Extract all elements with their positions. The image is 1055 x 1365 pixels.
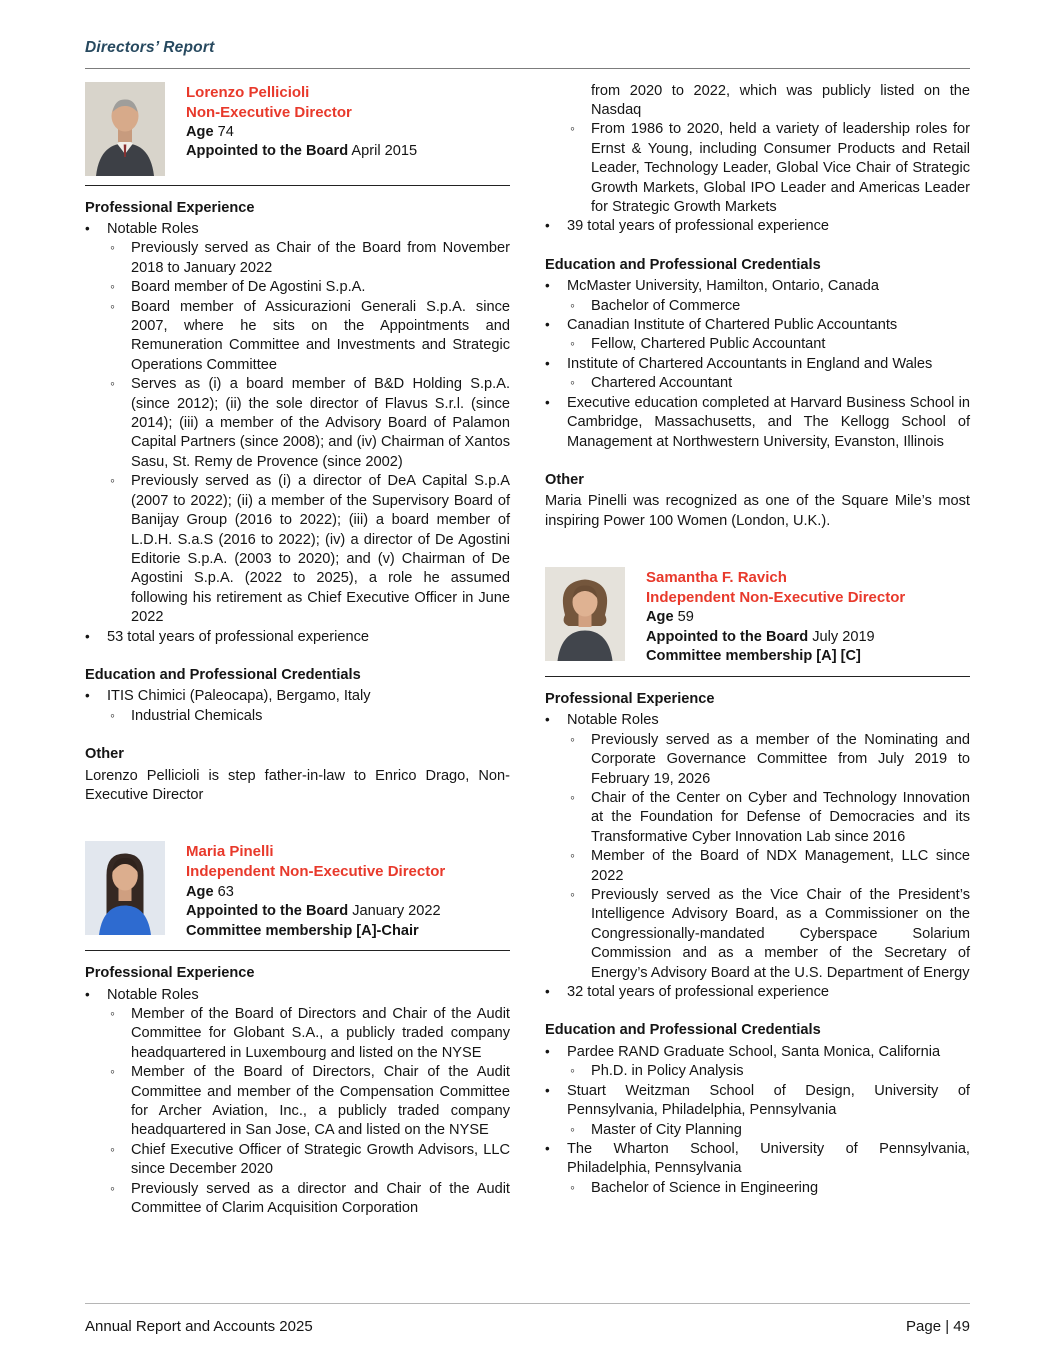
column-right bbox=[545, 82, 970, 1219]
age-value: 74 bbox=[217, 123, 234, 140]
item-text: Board member of De Agostini S.p.A. bbox=[131, 279, 366, 296]
appointed-line bbox=[646, 628, 905, 648]
section-heading-professional-experience: Professional Experience bbox=[85, 965, 255, 982]
other-paragraph: Lorenzo Pellicioli is step father-in-law to Enrico Drago, Non-Executive Director bbox=[85, 767, 510, 803]
sub-bullet-item bbox=[85, 1180, 510, 1219]
bullet-marker: • bbox=[545, 1082, 550, 1098]
item-text: Ph.D. in Policy Analysis bbox=[591, 1063, 744, 1080]
age-line bbox=[186, 883, 445, 903]
item-text: Chartered Accountant bbox=[591, 375, 733, 392]
profile-divider bbox=[545, 676, 970, 677]
sub-bullet-marker: ◦ bbox=[570, 336, 575, 352]
item-text: Bachelor of Commerce bbox=[591, 297, 741, 314]
item-text: Executive education completed at Harvard Business School in Cambridge, Massachusetts, and The Kellogg School of Management at Northwestern University, Evanston, Illinois bbox=[567, 394, 970, 450]
report-title: Directors’ Report bbox=[85, 39, 215, 56]
item-text: Previously served as (i) a director of DeA Capital S.p.A (2007 to 2022); (ii) a member of the Supervisory Board of Banijay Group (2016 to 2022); (iii) a board member of L.D.H. S.a.S (2016 to 2022); (iv) a director of De Agostini Editorie S.p.A. (2003 to 2020); and (v) Chairman of De Agostini S.p.A. (2022 to 2025), a role he assumed following his retirement as Chief Executive Officer in June 2022 bbox=[131, 473, 510, 626]
section-heading-professional-experience: Professional Experience bbox=[545, 690, 715, 707]
sub-bullet-marker: ◦ bbox=[110, 707, 115, 723]
profile-divider bbox=[85, 950, 510, 951]
age-label: Age bbox=[186, 123, 214, 140]
item-text: Canadian Institute of Chartered Public Accountants bbox=[567, 317, 898, 334]
person-silhouette-icon bbox=[85, 841, 165, 935]
item-text: Member of the Board of NDX Management, LLC since 2022 bbox=[591, 848, 970, 884]
age-value: 59 bbox=[677, 609, 694, 626]
bullet-item bbox=[85, 628, 510, 647]
continuation-text: from 2020 to 2022, which was publicly listed on the Nasdaq bbox=[591, 82, 970, 119]
bullet-marker: • bbox=[85, 628, 90, 644]
sub-bullet-item bbox=[85, 1005, 510, 1063]
item-text: Member of the Board of Directors, Chair of the Audit Committee and member of the Compensation Committee for Archer Aviation, Inc., a publicly traded company headquartered in San Jose, CA and listed on the NYSE bbox=[131, 1064, 510, 1139]
bullet-marker: • bbox=[545, 278, 550, 294]
sub-bullet-item bbox=[85, 472, 510, 627]
item-text: 32 total years of professional experience bbox=[567, 984, 830, 1001]
item-text: Serves as (i) a board member of B&D Holding S.p.A. (since 2012); (ii) the sole director of Flavus S.r.l. (since 2014); (iii) a member of the Advisory Board of Palamon Capital Partners (since 2008); and (iv) Chairman of Xantos Sasu, St. Remy de Provence (since 2002) bbox=[131, 376, 510, 470]
profile-divider bbox=[85, 185, 510, 186]
sub-bullet-marker: ◦ bbox=[110, 1141, 115, 1157]
item-text: Previously served as Chair of the Board from November 2018 to January 2022 bbox=[131, 240, 510, 276]
sub-bullet-marker: ◦ bbox=[570, 790, 575, 805]
item-text: Chair of the Center on Cyber and Technology Innovation at the Foundation for Defense of Democracies and its Transformative Cyber Innovation Lab since 2016 bbox=[591, 790, 970, 845]
bullet-item bbox=[545, 1140, 970, 1179]
sub-bullet-marker: ◦ bbox=[110, 1180, 115, 1196]
bullet-item bbox=[545, 1082, 970, 1121]
column-left bbox=[85, 82, 510, 1219]
sub-bullet-marker: ◦ bbox=[570, 1063, 575, 1079]
age-line bbox=[186, 123, 417, 143]
bullet-marker: • bbox=[85, 221, 90, 237]
bullet-marker: • bbox=[545, 1043, 550, 1059]
footer-page-number: Page | 49 bbox=[906, 1318, 970, 1336]
appointed-line bbox=[186, 142, 417, 162]
section-heading-education: Education and Professional Credentials bbox=[545, 1022, 821, 1039]
bullet-marker: • bbox=[85, 986, 90, 1002]
committee-membership: Committee membership [A] [C] bbox=[646, 648, 861, 665]
section-heading-professional-experience: Professional Experience bbox=[85, 199, 255, 216]
sub-bullet-item bbox=[545, 1121, 970, 1140]
sub-bullet-marker: ◦ bbox=[110, 240, 115, 256]
item-text: McMaster University, Hamilton, Ontario, Canada bbox=[567, 278, 879, 295]
bullet-marker: • bbox=[545, 712, 550, 728]
director-profile-pellicioli bbox=[85, 82, 510, 176]
sub-bullet-marker: ◦ bbox=[110, 1064, 115, 1080]
item-text: Member of the Board of Directors and Chair of the Audit Committee for Globant S.A., a publicly traded company headquartered in Luxembourg and listed on the NYSE bbox=[131, 1006, 510, 1061]
director-photo-pinelli bbox=[85, 841, 165, 935]
director-name: Samantha F. Ravich bbox=[646, 569, 787, 587]
appointed-label: Appointed to the Board bbox=[186, 143, 349, 160]
sub-bullet-item bbox=[545, 731, 970, 789]
item-text: Master of City Planning bbox=[591, 1121, 742, 1138]
bullet-item bbox=[85, 986, 510, 1005]
bullet-item bbox=[545, 1043, 970, 1062]
bullet-item bbox=[545, 355, 970, 374]
director-role-title: Independent Non-Executive Director bbox=[186, 863, 446, 881]
director-photo-ravich bbox=[545, 567, 625, 661]
appointed-label: Appointed to the Board bbox=[186, 903, 349, 920]
bullet-marker: • bbox=[545, 1140, 550, 1156]
item-text: Previously served as the Vice Chair of the President’s Intelligence Advisory Board, as a Commissioner on the Congressionally-mandated Cyberspace Solarium Commission and as a member of the Secretary of Energy’s Advisory Board at the U.S. Department of Energy bbox=[591, 887, 970, 981]
director-name: Lorenzo Pellicioli bbox=[186, 83, 310, 101]
item-text: Pardee RAND Graduate School, Santa Monica, California bbox=[567, 1043, 941, 1060]
sub-bullet-item bbox=[545, 374, 970, 393]
sub-bullet-marker: ◦ bbox=[570, 731, 575, 747]
appointed-value: April 2015 bbox=[351, 143, 418, 160]
item-text: From 1986 to 2020, held a variety of leadership roles for Ernst & Young, including Consumer Products and Retail Leader, Technology Leader, Global Vice Chair of Strategic Growth Markets, Global IPO Leader and Americas Leader for Strategic Growth Markets bbox=[591, 121, 970, 216]
bullet-item bbox=[545, 217, 970, 236]
age-line bbox=[646, 608, 905, 628]
director-info bbox=[646, 567, 905, 667]
item-text: Notable Roles bbox=[107, 986, 199, 1003]
person-silhouette-icon bbox=[545, 567, 625, 661]
item-text: Industrial Chemicals bbox=[131, 707, 263, 724]
sub-bullet-item bbox=[545, 335, 970, 354]
sub-bullet-item bbox=[85, 239, 510, 278]
item-text: The Wharton School, University of Pennsylvania, Philadelphia, Pennsylvania bbox=[567, 1140, 970, 1177]
item-text: Notable Roles bbox=[107, 221, 199, 238]
director-role-title: Independent Non-Executive Director bbox=[646, 589, 906, 607]
item-text: Fellow, Chartered Public Accountant bbox=[591, 336, 826, 353]
sub-bullet-item bbox=[85, 278, 510, 297]
section-heading-education: Education and Professional Credentials bbox=[85, 666, 361, 683]
sub-bullet-item bbox=[545, 886, 970, 983]
age-value: 63 bbox=[217, 883, 234, 900]
item-text: Chief Executive Officer of Strategic Growth Advisors, LLC since December 2020 bbox=[131, 1141, 510, 1178]
sub-bullet-marker: ◦ bbox=[570, 848, 575, 864]
sub-bullet-marker: ◦ bbox=[570, 887, 575, 903]
director-name: Maria Pinelli bbox=[186, 843, 274, 861]
sub-bullet-marker: ◦ bbox=[110, 473, 115, 489]
two-column-body bbox=[85, 69, 970, 1219]
person-silhouette-icon bbox=[85, 82, 165, 176]
section-heading-other: Other bbox=[85, 746, 124, 763]
item-text: Previously served as a director and Chair of the Audit Committee of Clarim Acquisition Corporation bbox=[131, 1180, 510, 1217]
bullet-marker: • bbox=[545, 394, 550, 410]
director-profile-ravich bbox=[545, 567, 970, 667]
sub-bullet-marker: ◦ bbox=[110, 1006, 115, 1022]
item-text: Notable Roles bbox=[567, 712, 659, 729]
bullet-marker: • bbox=[545, 218, 550, 234]
appointed-value: July 2019 bbox=[812, 628, 875, 645]
item-text: Institute of Chartered Accountants in England and Wales bbox=[567, 355, 933, 372]
sub-bullet-marker: ◦ bbox=[110, 376, 115, 392]
sub-bullet-item bbox=[545, 1179, 970, 1198]
bullet-item bbox=[85, 220, 510, 239]
item-text: 53 total years of professional experience bbox=[107, 628, 370, 645]
footer-report-name: Annual Report and Accounts 2025 bbox=[85, 1318, 313, 1336]
sub-bullet-item bbox=[545, 789, 970, 847]
appointed-label: Appointed to the Board bbox=[646, 628, 809, 645]
bullet-marker: • bbox=[545, 355, 550, 371]
other-paragraph: Maria Pinelli was recognized as one of the Square Mile’s most inspiring Power 100 Women (London, U.K.). bbox=[545, 493, 970, 529]
director-info bbox=[186, 82, 417, 176]
director-role-title: Non-Executive Director bbox=[186, 103, 352, 121]
report-header bbox=[85, 38, 970, 69]
sub-bullet-marker: ◦ bbox=[110, 279, 115, 295]
section-heading-other: Other bbox=[545, 471, 584, 488]
section-heading-education: Education and Professional Credentials bbox=[545, 256, 821, 273]
bullet-marker: • bbox=[85, 688, 90, 704]
bullet-item bbox=[545, 983, 970, 1002]
bullet-item bbox=[85, 687, 510, 706]
item-text: ITIS Chimici (Paleocapa), Bergamo, Italy bbox=[107, 688, 371, 705]
sub-bullet-item bbox=[545, 847, 970, 886]
sub-bullet-item bbox=[85, 298, 510, 376]
director-profile-pinelli bbox=[85, 841, 510, 941]
item-text: Stuart Weitzman School of Design, University of Pennsylvania, Philadelphia, Pennsylvania bbox=[567, 1082, 970, 1119]
bullet-marker: • bbox=[545, 984, 550, 1000]
item-text: Bachelor of Science in Engineering bbox=[591, 1179, 819, 1196]
bullet-item bbox=[545, 711, 970, 730]
item-text: 39 total years of professional experience bbox=[567, 218, 830, 235]
bullet-item bbox=[545, 394, 970, 452]
committee-membership: Committee membership [A]-Chair bbox=[186, 922, 419, 939]
bullet-item bbox=[545, 277, 970, 296]
sub-bullet-marker: ◦ bbox=[570, 375, 575, 391]
appointed-line bbox=[186, 902, 445, 922]
sub-bullet-marker: ◦ bbox=[570, 297, 575, 313]
sub-bullet-marker: ◦ bbox=[570, 121, 575, 137]
item-text: Previously served as a member of the Nominating and Corporate Governance Committee from July 2019 to February 19, 2026 bbox=[591, 731, 970, 787]
sub-bullet-item bbox=[85, 375, 510, 472]
director-photo-pellicioli bbox=[85, 82, 165, 176]
sub-bullet-item bbox=[85, 1141, 510, 1180]
sub-bullet-marker: ◦ bbox=[570, 1179, 575, 1195]
age-label: Age bbox=[186, 883, 214, 900]
sub-bullet-item bbox=[545, 297, 970, 316]
item-text: Board member of Assicurazioni Generali S.p.A. since 2007, where he sits on the Appointments and Remuneration Committee and Investments and Strategic Operations Committee bbox=[131, 298, 510, 373]
bullet-item bbox=[545, 316, 970, 335]
sub-bullet-item bbox=[85, 707, 510, 726]
age-label: Age bbox=[646, 609, 674, 626]
page-footer bbox=[85, 1303, 970, 1337]
sub-bullet-item bbox=[545, 1062, 970, 1081]
appointed-value: January 2022 bbox=[352, 903, 441, 920]
director-info bbox=[186, 841, 445, 941]
sub-bullet-item bbox=[85, 1063, 510, 1141]
bullet-marker: • bbox=[545, 317, 550, 333]
sub-bullet-item bbox=[545, 120, 970, 217]
sub-bullet-marker: ◦ bbox=[570, 1121, 575, 1137]
sub-bullet-marker: ◦ bbox=[110, 298, 115, 314]
